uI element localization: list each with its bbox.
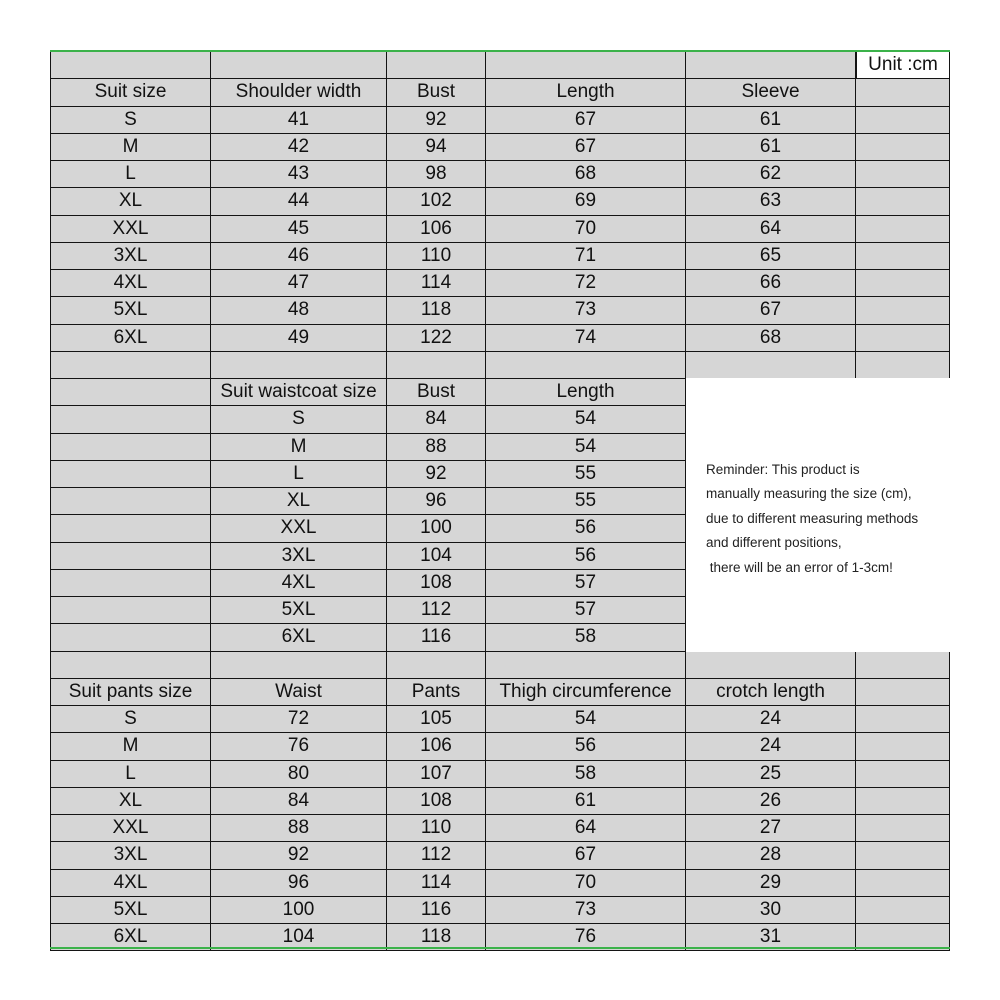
waistcoat-table-cell: 54 [486,434,686,461]
pants-table-cell: 76 [211,733,387,760]
blank-cell [50,543,211,570]
pants-table-cell: L [50,761,211,788]
pants-table-cell: 56 [486,733,686,760]
pants-table-cell: 116 [387,897,486,924]
suit-table-cell: 47 [211,270,387,297]
waistcoat-header-cell: Length [486,379,686,406]
pants-table-cell: 27 [686,815,856,842]
suit-table-cell: XXL [50,216,211,243]
suit-table-cell: 67 [486,134,686,161]
suit-table-cell: 48 [211,297,387,324]
blank-cell [486,352,686,379]
pants-table-cell: 84 [211,788,387,815]
pants-table-cell: 110 [387,815,486,842]
suit-table-cell: XL [50,188,211,215]
suit-table-cell: 61 [686,107,856,134]
pants-table-cell: 105 [387,706,486,733]
pants-table-cell: 5XL [50,897,211,924]
suit-table-cell: 70 [486,216,686,243]
suit-table-cell: 46 [211,243,387,270]
suit-table-cell: 5XL [50,297,211,324]
suit-header-cell [856,79,950,106]
blank-cell [211,652,387,679]
blank-cell [686,652,856,679]
waistcoat-header-cell: Suit waistcoat size [211,379,387,406]
suit-table-cell: 122 [387,325,486,352]
pants-table-cell: 24 [686,706,856,733]
waistcoat-table-cell: 104 [387,543,486,570]
blank-cell [856,188,950,215]
blank-cell [50,461,211,488]
waistcoat-table-cell: 55 [486,461,686,488]
suit-table-cell: 71 [486,243,686,270]
suit-table-cell: 49 [211,325,387,352]
waistcoat-header-cell [50,379,211,406]
blank-cell [50,652,211,679]
waistcoat-table-cell: S [211,406,387,433]
blank-cell [856,107,950,134]
blank-cell [856,761,950,788]
waistcoat-table-cell: 112 [387,597,486,624]
blank-cell [50,52,211,79]
suit-header-cell: Sleeve [686,79,856,106]
blank-cell [856,706,950,733]
blank-cell [686,52,856,79]
suit-header-cell: Length [486,79,686,106]
suit-table-cell: 42 [211,134,387,161]
waistcoat-table-cell: XL [211,488,387,515]
pants-header-cell: Suit pants size [50,679,211,706]
pants-table-cell: 25 [686,761,856,788]
suit-table-cell: 43 [211,161,387,188]
blank-cell [50,352,211,379]
pants-table-cell: 64 [486,815,686,842]
pants-header-cell: Pants [387,679,486,706]
waistcoat-table-cell: 4XL [211,570,387,597]
pants-table-cell: 26 [686,788,856,815]
reminder-box [686,378,950,650]
pants-table-cell: 28 [686,842,856,869]
blank-cell [211,352,387,379]
waistcoat-table-cell: L [211,461,387,488]
waistcoat-table-cell: 55 [486,488,686,515]
waistcoat-table-cell: XXL [211,515,387,542]
waistcoat-table-cell: 88 [387,434,486,461]
blank-cell [486,652,686,679]
blank-cell [856,870,950,897]
pants-table-cell: 4XL [50,870,211,897]
suit-table-cell: L [50,161,211,188]
blank-cell [856,842,950,869]
blank-cell [856,788,950,815]
pants-table-cell: 61 [486,788,686,815]
blank-cell [486,52,686,79]
suit-table-cell: 62 [686,161,856,188]
blank-cell [856,270,950,297]
suit-table-cell: 3XL [50,243,211,270]
blank-cell [856,161,950,188]
suit-table-cell: 66 [686,270,856,297]
pants-table-cell: 29 [686,870,856,897]
pants-header-cell: Thigh circumference [486,679,686,706]
blank-cell [50,434,211,461]
pants-table-cell: 31 [686,924,856,951]
suit-table-cell: 98 [387,161,486,188]
pants-table-cell: 106 [387,733,486,760]
blank-cell [856,652,950,679]
pants-table-cell: 70 [486,870,686,897]
blank-cell [856,134,950,161]
pants-table-cell: 6XL [50,924,211,951]
blank-cell [50,624,211,651]
waistcoat-table-cell: 56 [486,543,686,570]
waistcoat-table-cell: M [211,434,387,461]
blank-cell [856,733,950,760]
waistcoat-table-cell: 108 [387,570,486,597]
blank-cell [50,570,211,597]
blank-cell [856,216,950,243]
pants-table-cell: 58 [486,761,686,788]
pants-table-cell: 118 [387,924,486,951]
pants-table-cell: 114 [387,870,486,897]
pants-table-cell: S [50,706,211,733]
pants-header-cell: Waist [211,679,387,706]
blank-cell [211,52,387,79]
waistcoat-table-cell: 100 [387,515,486,542]
suit-table-cell: 72 [486,270,686,297]
pants-table-cell: 92 [211,842,387,869]
suit-table-cell: 45 [211,216,387,243]
suit-table-cell: 102 [387,188,486,215]
waistcoat-table-cell: 84 [387,406,486,433]
suit-table-cell: 74 [486,325,686,352]
blank-cell [50,597,211,624]
waistcoat-table-cell: 57 [486,570,686,597]
pants-table-cell: 72 [211,706,387,733]
waistcoat-table-cell: 54 [486,406,686,433]
suit-table-cell: 106 [387,216,486,243]
suit-table-cell: 44 [211,188,387,215]
pants-table-cell: XXL [50,815,211,842]
suit-table-cell: 61 [686,134,856,161]
blank-cell [856,325,950,352]
suit-table-cell: M [50,134,211,161]
pants-table-cell: 67 [486,842,686,869]
pants-table-cell: 30 [686,897,856,924]
suit-table-cell: 65 [686,243,856,270]
pants-table-cell: 112 [387,842,486,869]
pants-table-cell: 54 [486,706,686,733]
blank-cell [387,352,486,379]
pants-table-cell: 80 [211,761,387,788]
waistcoat-table-cell: 3XL [211,543,387,570]
suit-table-cell: 73 [486,297,686,324]
pants-table-cell: 96 [211,870,387,897]
reminder-text: Reminder: This product is manually measuring the size (cm), due to different measuring methods and different positions, there will be an error of 1-3cm! [706,462,919,575]
suit-table-cell: 114 [387,270,486,297]
blank-cell [856,297,950,324]
waistcoat-table-cell: 56 [486,515,686,542]
pants-header-cell [856,679,950,706]
pants-table-cell: 73 [486,897,686,924]
suit-header-cell: Shoulder width [211,79,387,106]
pants-table-cell: 76 [486,924,686,951]
suit-table-cell: 67 [486,107,686,134]
suit-table-cell: 64 [686,216,856,243]
pants-table-cell: 108 [387,788,486,815]
pants-header-cell: crotch length [686,679,856,706]
suit-table-cell: 6XL [50,325,211,352]
blank-cell [856,897,950,924]
blank-cell [856,243,950,270]
blank-cell [686,352,856,379]
pants-table-cell: M [50,733,211,760]
suit-table-cell: S [50,107,211,134]
waistcoat-table-cell: 5XL [211,597,387,624]
blank-cell [50,406,211,433]
suit-table-cell: 69 [486,188,686,215]
waistcoat-header-cell: Bust [387,379,486,406]
suit-table-cell: 94 [387,134,486,161]
bottom-green-rule [50,947,950,949]
blank-cell [50,488,211,515]
suit-table-cell: 110 [387,243,486,270]
pants-table-cell: 88 [211,815,387,842]
blank-cell [856,815,950,842]
suit-table-cell: 63 [686,188,856,215]
waistcoat-table-cell: 6XL [211,624,387,651]
suit-table-cell: 68 [486,161,686,188]
suit-header-cell: Suit size [50,79,211,106]
pants-table-cell: 107 [387,761,486,788]
suit-table-cell: 4XL [50,270,211,297]
waistcoat-table-cell: 96 [387,488,486,515]
blank-cell [387,652,486,679]
suit-table-cell: 68 [686,325,856,352]
waistcoat-table-cell: 92 [387,461,486,488]
waistcoat-table-cell: 57 [486,597,686,624]
pants-table-cell: 100 [211,897,387,924]
waistcoat-table-cell: 116 [387,624,486,651]
pants-table-cell: 3XL [50,842,211,869]
suit-table-cell: 41 [211,107,387,134]
unit-label: Unit :cm [856,52,950,79]
suit-header-cell: Bust [387,79,486,106]
suit-table-cell: 67 [686,297,856,324]
suit-table-cell: 118 [387,297,486,324]
blank-cell [50,515,211,542]
blank-cell [387,52,486,79]
pants-table-cell: 104 [211,924,387,951]
pants-table-cell: 24 [686,733,856,760]
pants-table-cell: XL [50,788,211,815]
waistcoat-table-cell: 58 [486,624,686,651]
blank-cell [856,352,950,379]
suit-table-cell: 92 [387,107,486,134]
size-chart-sheet [50,50,950,950]
